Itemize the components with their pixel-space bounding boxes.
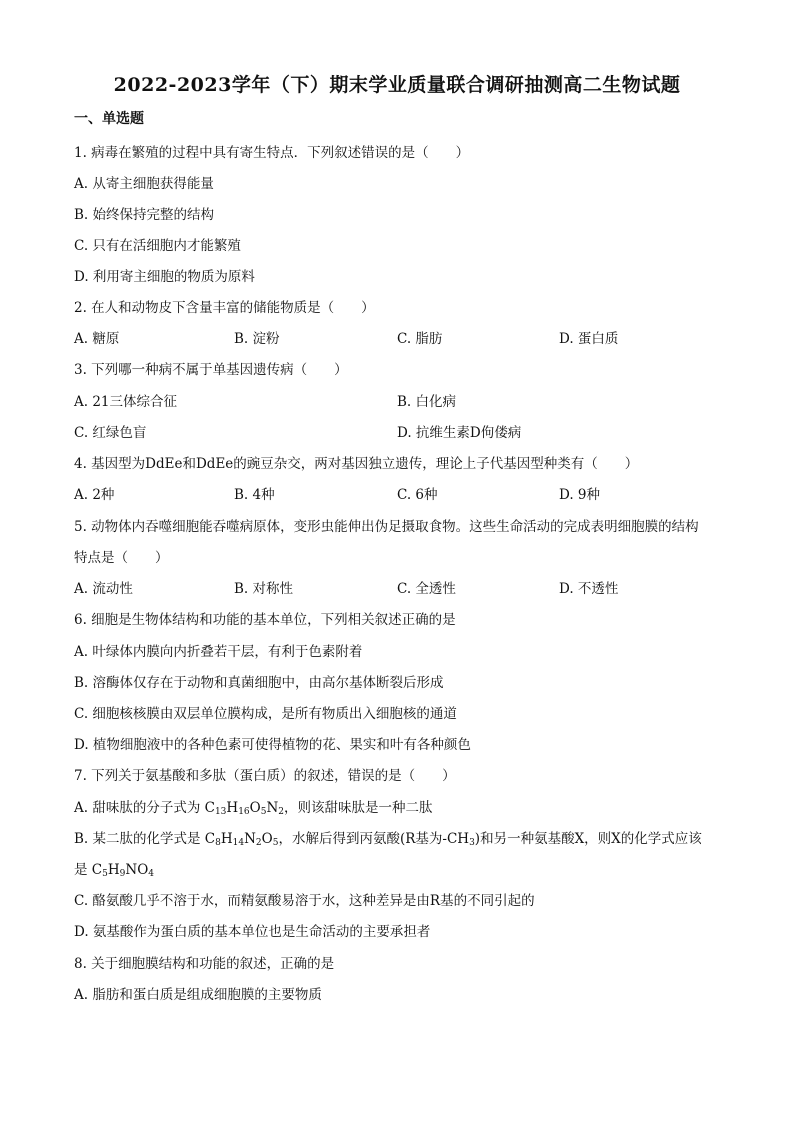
question-7-option-c: C. 酪氨酸几乎不溶于水，而精氨酸易溶于水，这种差异是由R基的不同引起的 [74, 893, 535, 909]
question-3-option-a: A. 21三体综合征 [74, 394, 178, 410]
question-3-option-b: B. 白化病 [397, 394, 457, 410]
question-8-option-a: A. 脂肪和蛋白质是组成细胞膜的主要物质 [74, 987, 322, 1003]
question-1-option-b: B. 始终保持完整的结构 [74, 207, 215, 223]
question-6-stem: 6. 细胞是生物体结构和功能的基本单位，下列相关叙述正确的是 [74, 612, 456, 628]
question-3-option-d: D. 抗维生素D佝偻病 [397, 425, 522, 441]
question-5-stem-line1: 5. 动物体内吞噬细胞能吞噬病原体，变形虫能伸出伪足摄取食物。这些生命活动的完成表明细胞膜的结构 [74, 519, 699, 535]
question-8-stem: 8. 关于细胞膜结构和功能的叙述，正确的是 [74, 956, 335, 972]
question-5-option-b: B. 对称性 [234, 581, 294, 597]
question-2-option-b: B. 淀粉 [234, 331, 280, 347]
question-6-option-d: D. 植物细胞液中的各种色素可使得植物的花、果实和叶有各种颜色 [74, 737, 471, 753]
question-7-stem: 7. 下列关于氨基酸和多肽（蛋白质）的叙述，错误的是（ ） [74, 768, 456, 784]
question-4-option-a: A. 2种 [74, 487, 115, 503]
question-6-option-c: C. 细胞核核膜由双层单位膜构成，是所有物质出入细胞核的通道 [74, 706, 457, 722]
question-6-option-a: A. 叶绿体内膜向内折叠若干层，有利于色素附着 [74, 644, 363, 660]
question-5-stem-line2: 特点是（ ） [74, 550, 169, 566]
question-7-option-b: B. 某二肽的化学式是 $C_8H_{14}N_2O_5$，水解后得到丙氨酸(R基为$-CH_3$)和另一种氨基酸X，则X的化学式应该 [74, 831, 702, 848]
question-2-option-a: A. 糖原 [74, 331, 120, 347]
question-2-option-d: D. 蛋白质 [559, 331, 619, 347]
question-5-option-a: A. 流动性 [74, 581, 133, 597]
question-4-option-d: D. 9种 [559, 487, 601, 503]
question-4-option-c: C. 6种 [397, 487, 438, 503]
question-3-options-row2 [74, 421, 714, 439]
question-4-stem: 4. 基因型为DdEe和DdEe的豌豆杂交，两对基因独立遗传，理论上子代基因型种类有（ ） [74, 456, 639, 472]
question-2-option-c: C. 脂肪 [397, 331, 443, 347]
question-5-options [74, 577, 714, 595]
question-3-option-c: C. 红绿色盲 [74, 425, 147, 441]
question-7-option-d: D. 氨基酸作为蛋白质的基本单位也是生命活动的主要承担者 [74, 924, 431, 940]
question-1-option-c: C. 只有在活细胞内才能繁殖 [74, 238, 241, 254]
question-2-options [74, 327, 714, 345]
question-5-option-c: C. 全透性 [397, 581, 456, 597]
question-6-option-b: B. 溶酶体仅存在于动物和真菌细胞中，由高尔基体断裂后形成 [74, 675, 444, 691]
question-4-option-b: B. 4种 [234, 487, 275, 503]
question-1-stem: 1. 病毒在繁殖的过程中具有寄生特点．下列叙述错误的是（ ） [74, 145, 470, 161]
question-3-stem: 3. 下列哪一种病不属于单基因遗传病（ ） [74, 362, 348, 378]
question-7-option-a: A. 甜味肽的分子式为 $C_{13}H_{16}O_5N_2$，则该甜味肽是一种二肽 [74, 800, 433, 817]
question-1-option-d: D. 利用寄主细胞的物质为原料 [74, 269, 255, 285]
question-3-options-row1 [74, 390, 714, 408]
page-title: 2022-2023学年（下）期末学业质量联合调研抽测高二生物试题 [113, 74, 681, 96]
question-5-option-d: D. 不透性 [559, 581, 619, 597]
question-2-stem: 2. 在人和动物皮下含量丰富的储能物质是（ ） [74, 300, 375, 316]
question-4-options [74, 483, 714, 501]
question-7-option-b-continued: 是 $C_5H_9NO_4$ [74, 862, 154, 879]
question-1-option-a: A. 从寄主细胞获得能量 [74, 176, 214, 192]
section-heading: 一、单选题 [74, 111, 144, 127]
